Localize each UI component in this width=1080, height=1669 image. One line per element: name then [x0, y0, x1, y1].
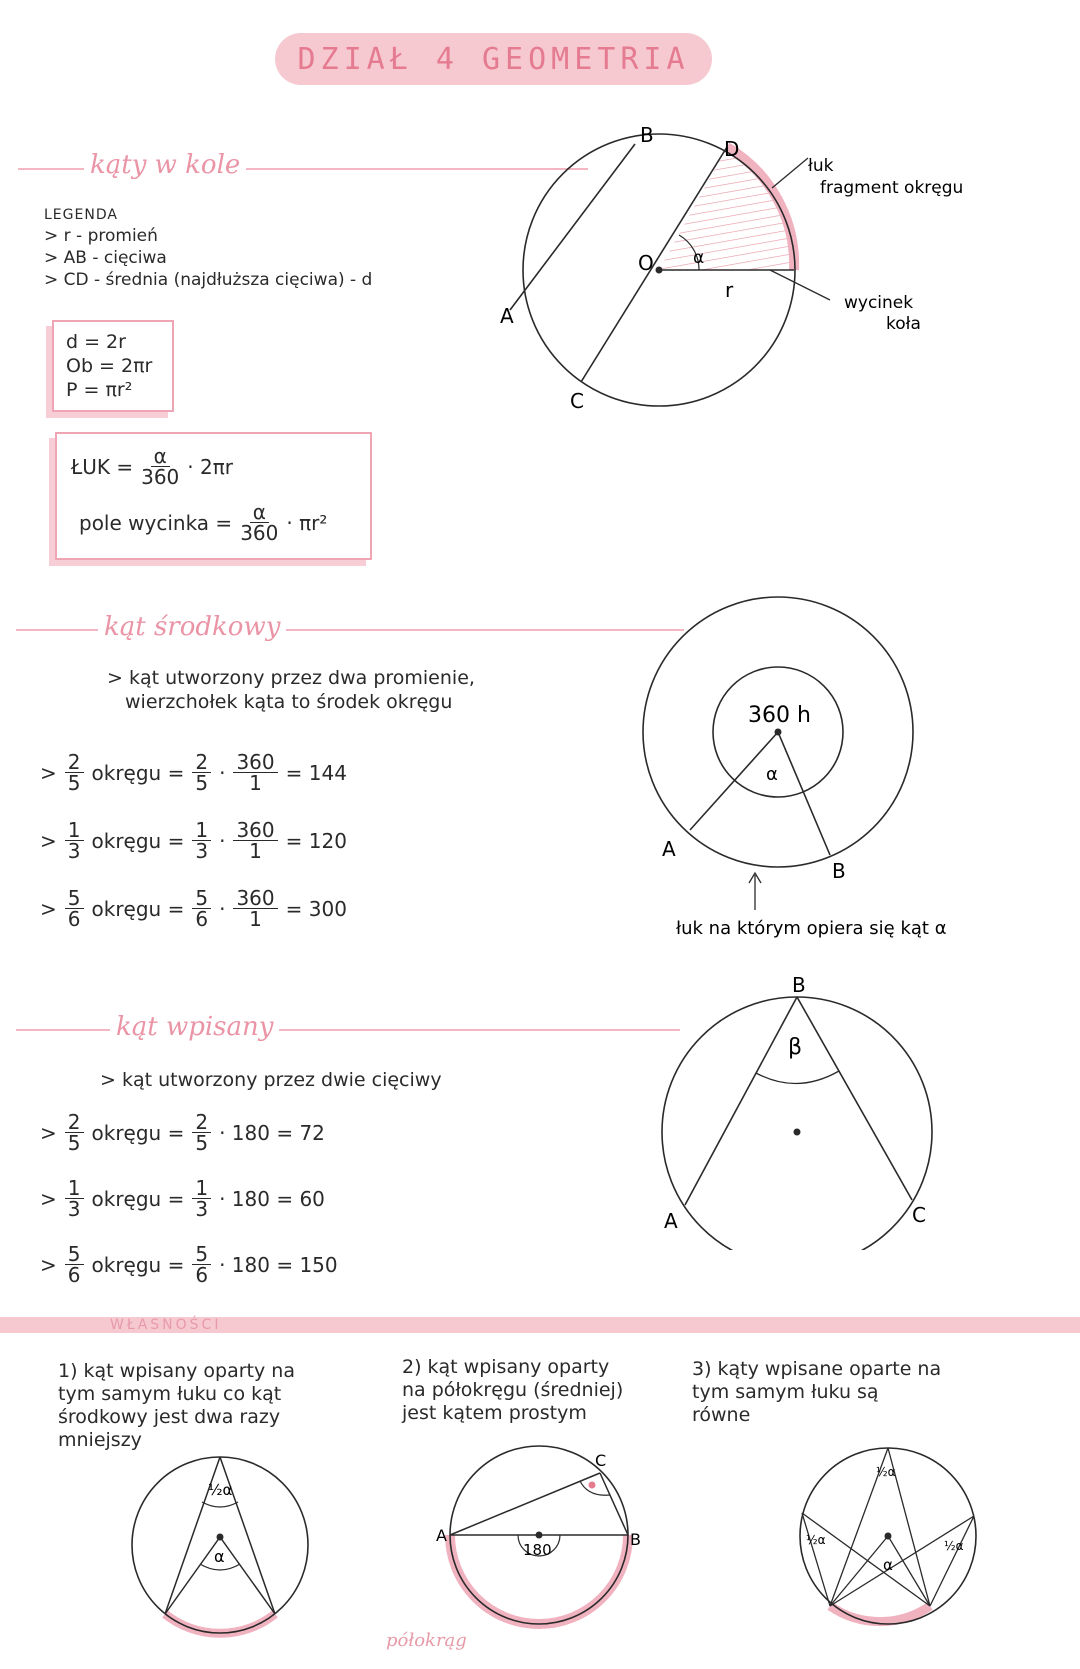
point-label-o: O	[638, 251, 654, 275]
fraction: $\frac{\alpha}{360}$	[240, 500, 279, 545]
center-dot	[775, 729, 782, 736]
radius	[220, 1537, 275, 1614]
half-alpha-label: ½α	[208, 1481, 233, 1499]
point-label-b: B	[640, 123, 654, 147]
sector-note: wycinek	[844, 293, 914, 313]
half-alpha-label: ½α	[876, 1465, 896, 1479]
center-dot	[217, 1534, 224, 1541]
chord-cb	[600, 1473, 628, 1535]
section-heading-katy-w-kole: kąty w kole	[84, 150, 246, 180]
definition: wierzchołek kąta to środek okręgu	[125, 691, 453, 713]
point-label-b: B	[630, 1530, 641, 1549]
chord-bc	[797, 997, 912, 1200]
chord-ab	[510, 144, 635, 310]
angle-arc	[756, 1071, 839, 1084]
circle-diagram-central-angle	[640, 590, 1060, 950]
arc-formula-tail: · 2πr	[187, 454, 233, 479]
page-title: DZIAŁ 4 GEOMETRIA	[275, 33, 712, 85]
radius	[888, 1536, 930, 1606]
right-angle-mark	[580, 1481, 610, 1495]
example-inscribed: > $\frac{2}{5}$ okręgu = $\frac{2}{5}$ · 180 = 72	[40, 1110, 325, 1155]
example-central: > $\frac{2}{5}$ okręgu = $\frac{2}{5}$ · $\frac{360}{1}$ = 144	[40, 750, 347, 795]
sector-formula-label: pole wycinka =	[79, 510, 233, 535]
circle-diagram-inscribed-angle	[640, 970, 960, 1250]
definition: > kąt utworzony przez dwie cięciwy	[100, 1069, 442, 1091]
polokrag-label: półokrąg	[386, 1630, 467, 1651]
angle-label: 180	[523, 1541, 552, 1559]
arc-note: łuk na którym opiera się kąt α	[676, 918, 947, 939]
chord	[802, 1513, 830, 1606]
section-heading-kat-srodkowy: kąt środkowy	[98, 612, 286, 642]
legend-item: > AB - cięciwa	[44, 248, 167, 268]
half-alpha-label: ½α	[944, 1539, 964, 1553]
point-label-a: A	[436, 1526, 447, 1545]
alpha-label: α	[766, 764, 778, 785]
formula-box-basic	[52, 320, 174, 412]
sector-formula-tail: · πr²	[286, 510, 328, 535]
point-label-a: A	[662, 837, 676, 861]
legend-item: > r - promień	[44, 226, 158, 246]
beta-label: β	[788, 1035, 803, 1060]
radius	[165, 1537, 220, 1614]
formula: P = πr²	[66, 379, 133, 401]
radius-b	[778, 732, 830, 855]
legend-item: > CD - średnia (najdłuższa cięciwa) - d	[44, 270, 373, 290]
property-diagram-2	[430, 1435, 650, 1660]
formula: Ob = 2πr	[66, 355, 153, 377]
center-label: 360 h	[748, 703, 811, 728]
right-angle-dot	[589, 1482, 596, 1489]
circle-diagram-chords	[490, 120, 1010, 450]
point-label-c: C	[595, 1451, 607, 1470]
angle-arc	[202, 1502, 238, 1507]
definition: > kąt utworzony przez dwa promienie,	[107, 667, 475, 689]
sector-note: koła	[886, 314, 921, 334]
alpha-label: α	[693, 248, 705, 268]
example-inscribed: > $\frac{5}{6}$ okręgu = $\frac{5}{6}$ · 180 = 150	[40, 1242, 338, 1287]
half-alpha-label: ½α	[806, 1533, 826, 1547]
point-label-c: C	[912, 1203, 926, 1227]
formula-box-arc-sector	[55, 432, 372, 560]
center-dot	[656, 267, 663, 274]
arc-note: łuk	[808, 156, 834, 176]
radius	[830, 1536, 888, 1606]
example-central: > $\frac{5}{6}$ okręgu = $\frac{5}{6}$ · $\frac{360}{1}$ = 300	[40, 886, 347, 931]
fraction: $\frac{\alpha}{360}$	[141, 444, 180, 489]
property-diagram-1	[120, 1440, 320, 1640]
legend-title: LEGENDA	[44, 207, 118, 223]
alpha-label: α	[214, 1547, 225, 1566]
chord-ac	[450, 1473, 600, 1535]
formula: d = 2r	[66, 331, 126, 353]
property-1: 1) kąt wpisany oparty na tym samym łuku co kąt środkowy jest dwa razy mniejszy	[58, 1360, 295, 1451]
center-dot	[794, 1129, 801, 1136]
point-label-a: A	[664, 1209, 678, 1233]
center-dot	[885, 1533, 892, 1540]
point-label-b: B	[832, 859, 846, 883]
center-dot	[536, 1532, 543, 1539]
section-heading-kat-wpisany: kąt wpisany	[110, 1012, 279, 1042]
pointer-line	[772, 158, 808, 188]
point-label-a: A	[500, 304, 514, 328]
properties-heading: WŁASNOŚCI	[110, 1317, 222, 1333]
example-inscribed: > $\frac{1}{3}$ okręgu = $\frac{1}{3}$ · 180 = 60	[40, 1176, 325, 1221]
point-label-b: B	[792, 973, 806, 997]
point-label-d: D	[724, 137, 740, 161]
alpha-label: α	[883, 1556, 893, 1574]
radius-a	[690, 732, 778, 830]
property-diagram-3	[790, 1438, 990, 1638]
arc-formula-label: ŁUK =	[71, 454, 134, 479]
property-2: 2) kąt wpisany oparty na półokręgu (średniej) jest kątem prostym	[402, 1356, 624, 1424]
sector-hatch	[659, 147, 794, 270]
arc-note: fragment okręgu	[820, 178, 964, 198]
radius-label: r	[725, 278, 734, 302]
property-3: 3) kąty wpisane oparte na tym samym łuku są równe	[692, 1358, 942, 1426]
pointer-line	[770, 270, 830, 300]
point-label-c: C	[570, 389, 584, 413]
chord-ba	[685, 997, 797, 1205]
example-central: > $\frac{1}{3}$ okręgu = $\frac{1}{3}$ · $\frac{360}{1}$ = 120	[40, 818, 347, 863]
